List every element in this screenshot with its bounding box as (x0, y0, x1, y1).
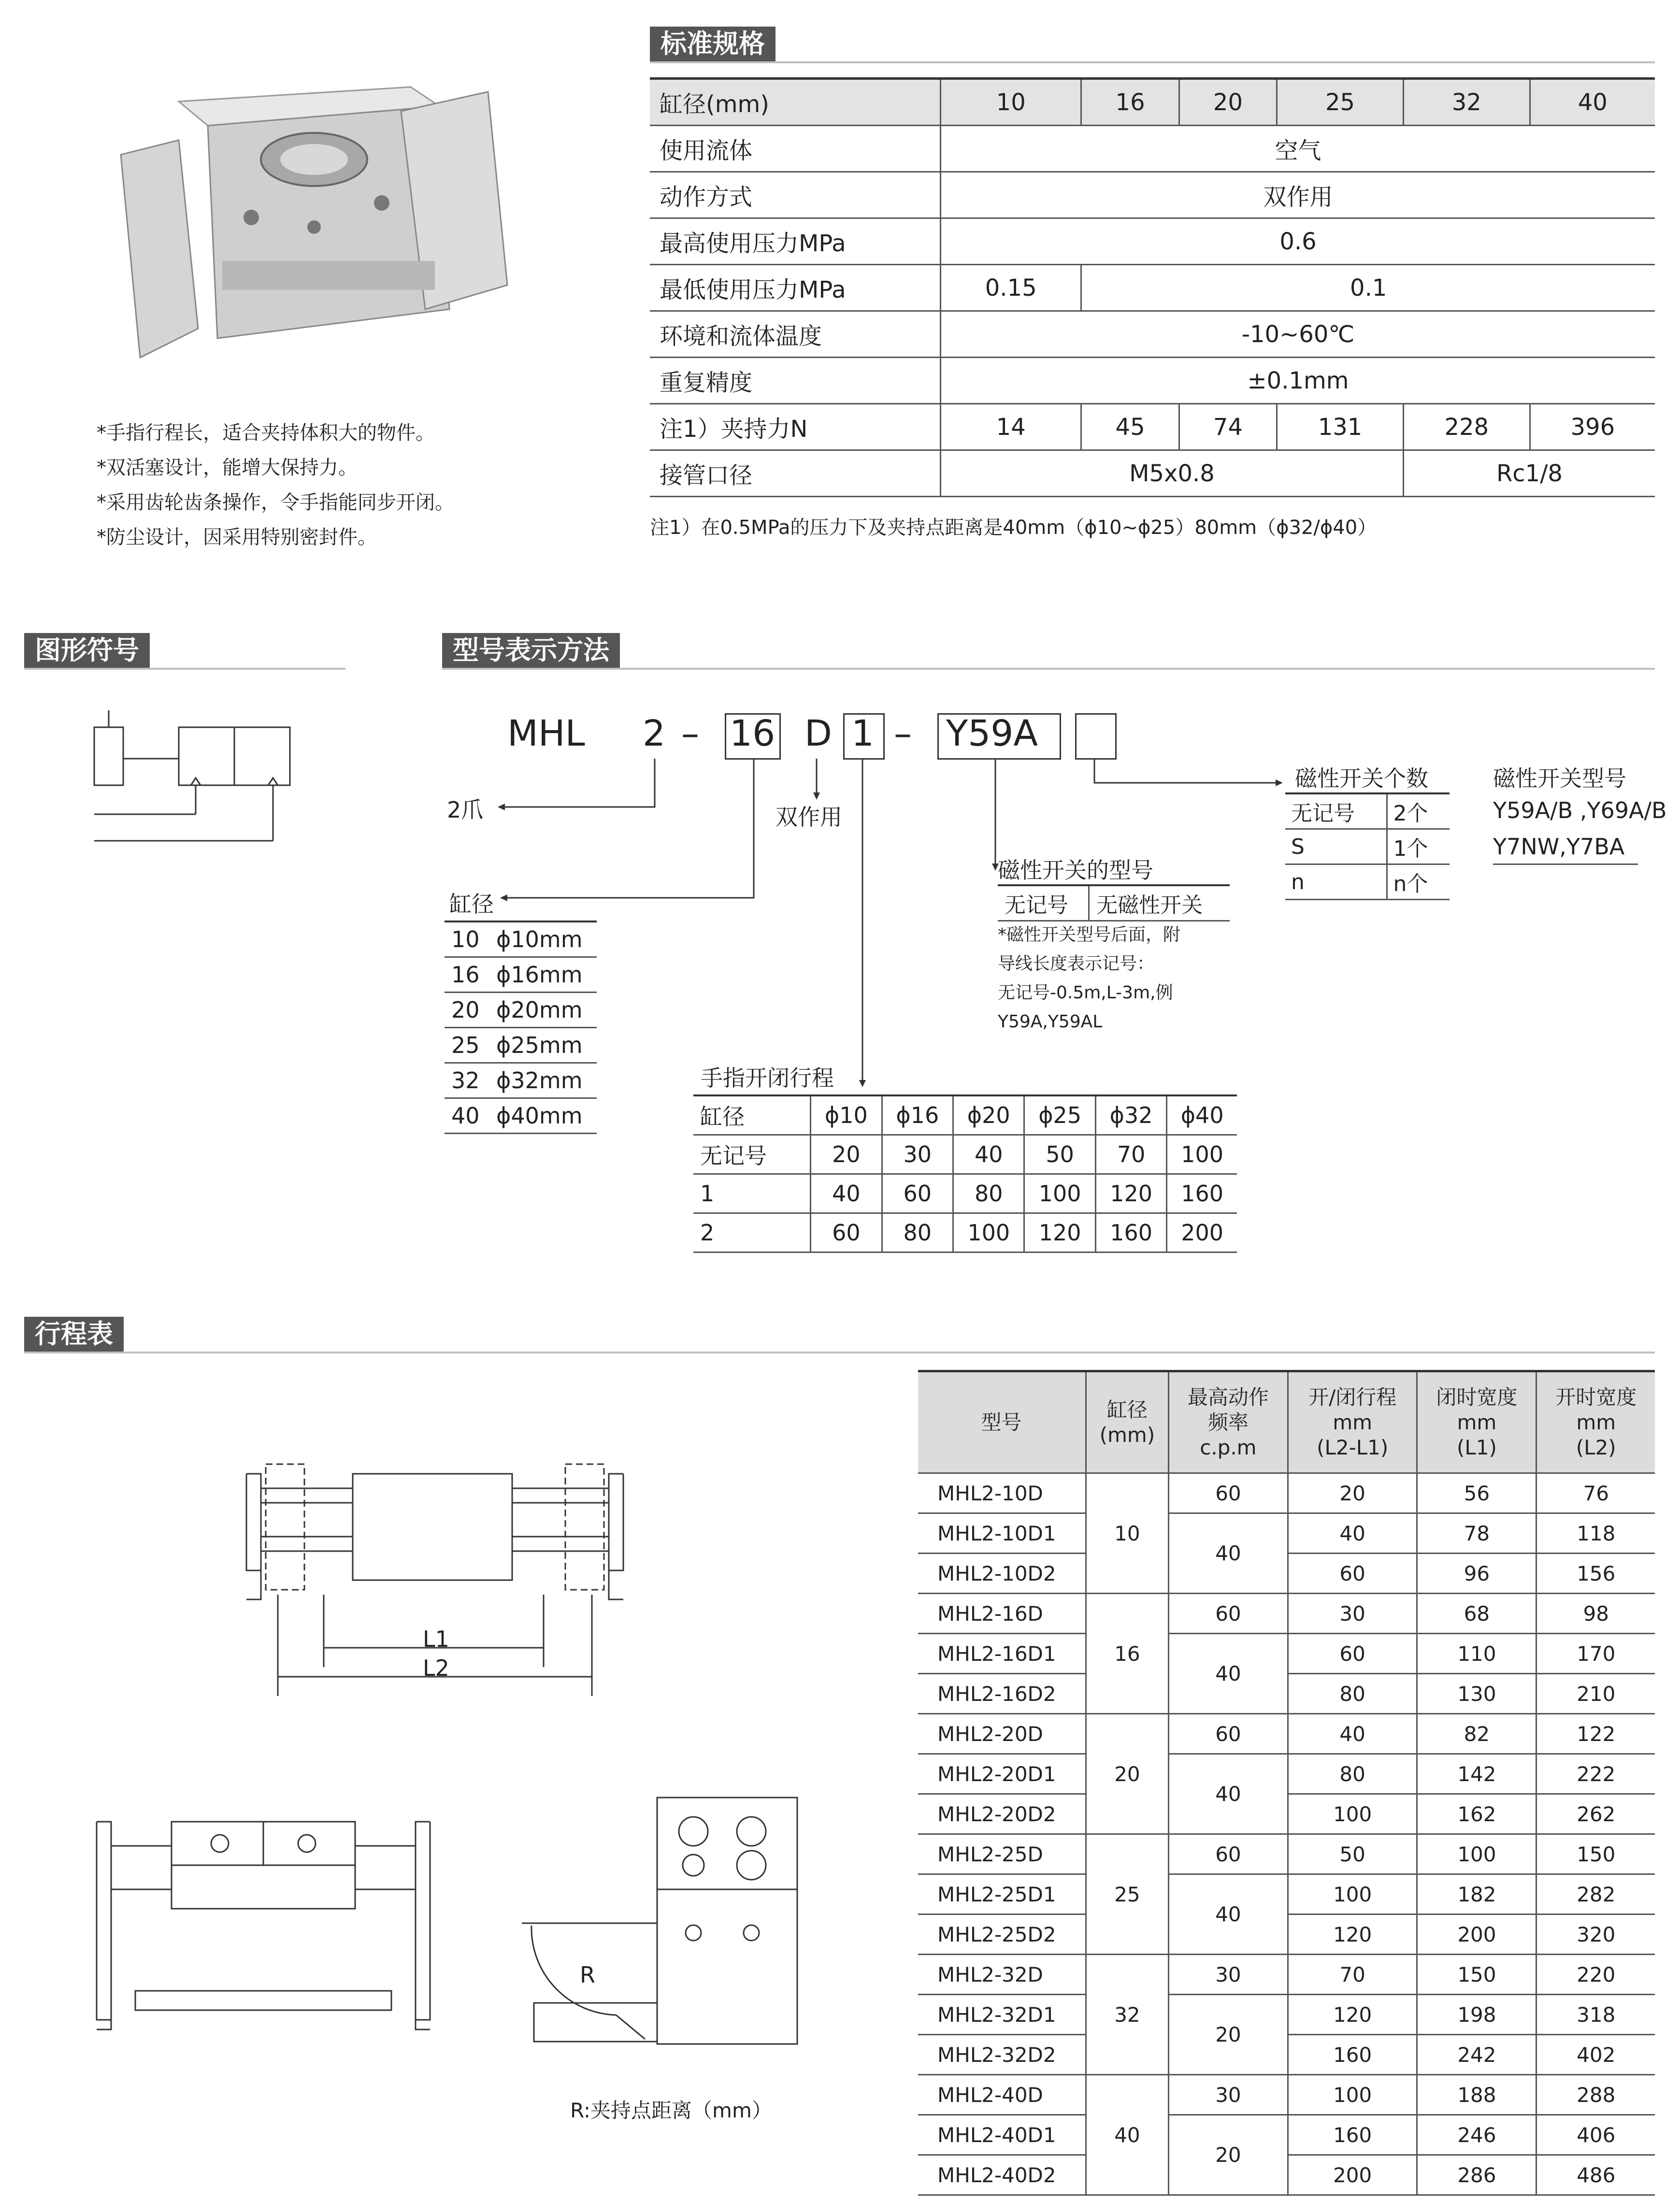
bore-table (445, 921, 597, 1134)
type-cell: 282 (1536, 1874, 1655, 1914)
type-cell: MHL2-16D (918, 1594, 1086, 1634)
type-cell: 406 (1536, 2115, 1655, 2155)
stroke-cell: 80 (953, 1174, 1024, 1213)
spec-value: Rc1/8 (1403, 450, 1655, 497)
stroke-cell: 60 (811, 1213, 882, 1252)
claw-label: 2爪 (447, 797, 484, 823)
type-cell: 10 (1086, 1473, 1169, 1594)
stroke-cell: 100 (1167, 1135, 1237, 1174)
stroke-header: ϕ20 (953, 1095, 1024, 1135)
section-symbol-title: 图形符号 (24, 633, 150, 668)
stroke-title: 手指开闭行程 (701, 1065, 834, 1091)
model-dash: – (681, 713, 699, 754)
spec-value: -10~60℃ (941, 311, 1655, 358)
model-claw: 2 (643, 713, 666, 754)
type-row (918, 1874, 1655, 1914)
type-cell: 100 (1288, 1794, 1417, 1834)
type-row (918, 1714, 1655, 1754)
type-row (918, 1634, 1655, 1674)
type-cell: MHL2-25D2 (918, 1914, 1086, 1955)
stroke-header: 缸径 (693, 1095, 811, 1135)
type-cell: MHL2-25D1 (918, 1874, 1086, 1914)
spec-label: 接管口径 (650, 450, 941, 497)
bore-code: 16 (445, 957, 489, 993)
bore-code: 40 (445, 1098, 489, 1134)
type-cell: 130 (1417, 1674, 1536, 1714)
switch-count-code: n (1285, 864, 1387, 900)
type-cell: 118 (1536, 1513, 1655, 1554)
type-cell: 20 (1168, 1995, 1288, 2075)
feature-item: *手指行程长，适合夹持体积大的物件。 (97, 422, 435, 444)
spec-bore: 25 (1277, 79, 1404, 126)
type-cell: 80 (1288, 1754, 1417, 1794)
stroke-code-table (693, 1094, 1237, 1253)
model-switch: Y59A (946, 713, 1038, 754)
type-cell: 80 (1288, 1674, 1417, 1714)
switch-type-line: Y59A/B ,Y69A/B (1493, 797, 1667, 823)
type-cell: 320 (1536, 1914, 1655, 1955)
spec-bore: 32 (1403, 79, 1530, 126)
switch-note-line: Y59A,Y59AL (998, 1012, 1103, 1032)
bore-size: ϕ10mm (489, 921, 597, 957)
stroke-cell: 200 (1167, 1213, 1237, 1252)
type-cell: 246 (1417, 2115, 1536, 2155)
stroke-cell: 100 (1024, 1174, 1095, 1213)
type-cell: 142 (1417, 1754, 1536, 1794)
switch-count-table (1285, 792, 1450, 900)
section-stroke (24, 1317, 1655, 1353)
type-cell: MHL2-10D1 (918, 1513, 1086, 1554)
type-cell: 60 (1288, 1634, 1417, 1674)
type-cell: 60 (1168, 1594, 1288, 1634)
grip-point-drawing (522, 1788, 812, 2058)
type-cell: MHL2-10D (918, 1473, 1086, 1513)
type-cell: 32 (1086, 1955, 1169, 2075)
action-label: 双作用 (775, 804, 842, 830)
type-cell: 150 (1417, 1955, 1536, 1995)
type-cell: 318 (1536, 1995, 1655, 2035)
switch-count-code: S (1285, 829, 1387, 864)
stroke-cell: 40 (953, 1135, 1024, 1174)
type-cell: 60 (1288, 1554, 1417, 1594)
stroke-cell: 70 (1095, 1135, 1166, 1174)
model-d: D (804, 713, 832, 754)
type-cell: 40 (1288, 1513, 1417, 1554)
type-cell: 78 (1417, 1513, 1536, 1554)
type-cell: 60 (1168, 1714, 1288, 1754)
spec-force: 74 (1179, 404, 1277, 450)
stroke-cell: 无记号 (693, 1135, 811, 1174)
bore-size: ϕ32mm (489, 1063, 597, 1098)
spec-value: 0.15 (941, 265, 1081, 311)
bore-size: ϕ40mm (489, 1098, 597, 1134)
type-cell: MHL2-25D (918, 1834, 1086, 1874)
spec-label: 动作方式 (650, 172, 941, 218)
spec-value: 空气 (941, 126, 1655, 172)
stroke-cell: 1 (693, 1174, 811, 1213)
type-cell: MHL2-10D2 (918, 1554, 1086, 1594)
type-cell: 96 (1417, 1554, 1536, 1594)
type-cell: 40 (1168, 1513, 1288, 1594)
type-cell: 210 (1536, 1674, 1655, 1714)
type-cell: 82 (1417, 1714, 1536, 1754)
type-row (918, 1594, 1655, 1634)
type-cell: 76 (1536, 1473, 1655, 1513)
switch-count-value: 1个 (1387, 829, 1450, 864)
type-row (918, 2115, 1655, 2155)
spec-value: 0.6 (941, 218, 1655, 265)
type-cell: 100 (1288, 1874, 1417, 1914)
stroke-cell: 30 (882, 1135, 953, 1174)
switch-model-value: 无磁性开关 (1089, 885, 1230, 921)
spec-force: 131 (1277, 404, 1404, 450)
model-stroke: 1 (851, 713, 875, 754)
type-cell: 110 (1417, 1634, 1536, 1674)
type-cell: MHL2-40D2 (918, 2155, 1086, 2195)
type-row (918, 1754, 1655, 1794)
type-cell: MHL2-40D (918, 2075, 1086, 2115)
type-cell: 98 (1536, 1594, 1655, 1634)
type-cell: 486 (1536, 2155, 1655, 2195)
type-cell: 162 (1417, 1794, 1536, 1834)
stroke-cell: 60 (882, 1174, 953, 1213)
stroke-cell: 20 (811, 1135, 882, 1174)
type-cell: 402 (1536, 2035, 1655, 2075)
stroke-cell: 2 (693, 1213, 811, 1252)
type-cell: 262 (1536, 1794, 1655, 1834)
type-cell: 40 (1168, 1634, 1288, 1714)
type-cell: MHL2-32D2 (918, 2035, 1086, 2075)
feature-item: *采用齿轮齿条操作，令手指能同步开闭。 (97, 491, 454, 514)
type-cell: 25 (1086, 1834, 1169, 1955)
type-cell: 40 (1288, 1714, 1417, 1754)
l2-label: L2 (423, 1655, 449, 1681)
type-cell: MHL2-16D2 (918, 1674, 1086, 1714)
switch-count-title: 磁性开关个数 (1295, 765, 1428, 792)
stroke-header: ϕ32 (1095, 1095, 1166, 1135)
bore-size: ϕ20mm (489, 993, 597, 1028)
type-row (918, 1513, 1655, 1554)
type-row (918, 1995, 1655, 2035)
switch-count-code: 无记号 (1285, 793, 1387, 829)
bore-code: 32 (445, 1063, 489, 1098)
spec-label: 重复精度 (650, 358, 941, 404)
type-cell: 100 (1288, 2075, 1417, 2115)
stroke-header: ϕ10 (811, 1095, 882, 1135)
spec-label: 最低使用压力MPa (650, 265, 941, 311)
type-cell: 40 (1168, 1874, 1288, 1955)
type-cell: MHL2-20D2 (918, 1794, 1086, 1834)
type-header: 最高动作 频率 c.p.m (1168, 1371, 1288, 1473)
type-cell: 60 (1168, 1473, 1288, 1513)
type-cell: 182 (1417, 1874, 1536, 1914)
type-cell: 198 (1417, 1995, 1536, 2035)
type-cell: 70 (1288, 1955, 1417, 1995)
l1-label: L1 (423, 1626, 449, 1652)
spec-force: 14 (941, 404, 1081, 450)
model-dash: – (894, 713, 912, 754)
type-row (918, 1834, 1655, 1874)
spec-label: 环境和流体温度 (650, 311, 941, 358)
spec-bore: 16 (1081, 79, 1179, 126)
spec-label: 最高使用压力MPa (650, 218, 941, 265)
stroke-header: ϕ40 (1167, 1095, 1237, 1135)
switch-model-title: 磁性开关的型号 (998, 857, 1153, 883)
type-cell: 200 (1417, 1914, 1536, 1955)
type-header: 闭时宽度 mm (L1) (1417, 1371, 1536, 1473)
spec-value: 0.1 (1081, 265, 1655, 311)
switch-type-line: Y7NW,Y7BA (1493, 834, 1638, 865)
type-cell: 20 (1086, 1714, 1169, 1834)
gripper-drawing-front (87, 1817, 464, 2044)
stroke-header: ϕ25 (1024, 1095, 1095, 1135)
bore-code: 10 (445, 921, 489, 957)
type-cell: MHL2-32D (918, 1955, 1086, 1995)
type-cell: 160 (1288, 2115, 1417, 2155)
model-mhl: MHL (507, 713, 585, 754)
stroke-cell: 120 (1095, 1174, 1166, 1213)
type-cell: 68 (1417, 1594, 1536, 1634)
bore-code: 25 (445, 1028, 489, 1063)
type-header: 缸径 (mm) (1086, 1371, 1169, 1473)
stroke-header: ϕ16 (882, 1095, 953, 1135)
stroke-cell: 50 (1024, 1135, 1095, 1174)
stroke-cell: 160 (1167, 1174, 1237, 1213)
feature-item: *双活塞设计，能增大保持力。 (97, 457, 358, 479)
section-model-title: 型号表示方法 (442, 633, 620, 668)
type-cell: 100 (1417, 1834, 1536, 1874)
type-cell: 120 (1288, 1995, 1417, 2035)
type-cell: 220 (1536, 1955, 1655, 1995)
type-row (918, 1955, 1655, 1995)
spec-note: 注1）在0.5MPa的压力下及夹持点距离是40mm（ϕ10~ϕ25）80mm（ϕ32/ϕ40） (650, 517, 1377, 539)
type-cell: MHL2-16D1 (918, 1634, 1086, 1674)
type-cell: 56 (1417, 1473, 1536, 1513)
type-row (918, 2075, 1655, 2115)
stroke-cell: 40 (811, 1174, 882, 1213)
spec-label: 使用流体 (650, 126, 941, 172)
type-cell: MHL2-20D1 (918, 1754, 1086, 1794)
type-cell: 50 (1288, 1834, 1417, 1874)
switch-model-table (998, 884, 1230, 921)
type-cell: 16 (1086, 1594, 1169, 1714)
model-bore: 16 (730, 713, 775, 754)
type-cell: 160 (1288, 2035, 1417, 2075)
bore-code: 20 (445, 993, 489, 1028)
type-cell: 40 (1086, 2075, 1169, 2195)
stroke-cell: 120 (1024, 1213, 1095, 1252)
spec-force: 228 (1403, 404, 1530, 450)
spec-value: ±0.1mm (941, 358, 1655, 404)
switch-count-value: 2个 (1387, 793, 1450, 829)
spec-value: M5x0.8 (941, 450, 1404, 497)
switch-count-value: n个 (1387, 864, 1450, 900)
type-header: 开/闭行程 mm (L2-L1) (1288, 1371, 1417, 1473)
type-cell: 242 (1417, 2035, 1536, 2075)
type-cell: MHL2-40D1 (918, 2115, 1086, 2155)
type-table (918, 1370, 1655, 2196)
stroke-cell: 100 (953, 1213, 1024, 1252)
type-header: 型号 (918, 1371, 1086, 1473)
bore-size: ϕ16mm (489, 957, 597, 993)
r-label: R (580, 1962, 595, 1988)
type-cell: 120 (1288, 1914, 1417, 1955)
switch-type-title: 磁性开关型号 (1493, 765, 1626, 792)
section-spec-title: 标准规格 (650, 27, 775, 61)
type-cell: 20 (1288, 1473, 1417, 1513)
stroke-cell: 80 (882, 1213, 953, 1252)
type-cell: 150 (1536, 1834, 1655, 1874)
spec-force: 45 (1081, 404, 1179, 450)
bore-size: ϕ25mm (489, 1028, 597, 1063)
spec-bore: 40 (1530, 79, 1655, 126)
stroke-cell: 160 (1095, 1213, 1166, 1252)
bore-title: 缸径 (449, 891, 494, 917)
switch-note-line: 导线长度表示记号： (998, 954, 1155, 974)
spec-bore: 20 (1179, 79, 1277, 126)
switch-note-line: 无记号-0.5m,L-3m,例 (998, 983, 1173, 1003)
spec-value: 双作用 (941, 172, 1655, 218)
type-cell: 288 (1536, 2075, 1655, 2115)
spec-force: 396 (1530, 404, 1655, 450)
type-cell: 122 (1536, 1714, 1655, 1754)
type-cell: 30 (1168, 2075, 1288, 2115)
type-cell: MHL2-20D (918, 1714, 1086, 1754)
type-cell: 60 (1168, 1834, 1288, 1874)
type-cell: 200 (1288, 2155, 1417, 2195)
type-cell: 20 (1168, 2115, 1288, 2195)
type-cell: 40 (1168, 1754, 1288, 1834)
r-caption: R:夹持点距离（mm） (570, 2099, 772, 2122)
switch-model-code: 无记号 (998, 885, 1089, 921)
type-cell: 30 (1288, 1594, 1417, 1634)
type-cell: 156 (1536, 1554, 1655, 1594)
type-cell: 170 (1536, 1634, 1655, 1674)
spec-label: 缸径(mm) (650, 79, 941, 126)
type-cell: MHL2-32D1 (918, 1995, 1086, 2035)
switch-note (998, 921, 1180, 1036)
type-cell: 30 (1168, 1955, 1288, 1995)
type-cell: 188 (1417, 2075, 1536, 2115)
type-cell: 222 (1536, 1754, 1655, 1794)
section-stroke-title: 行程表 (24, 1317, 124, 1352)
spec-label: 注1）夹持力N (650, 404, 941, 450)
feature-item: *防尘设计，因采用特别密封件。 (97, 526, 377, 548)
type-row (918, 1473, 1655, 1513)
spec-bore: 10 (941, 79, 1081, 126)
type-header: 开时宽度 mm (L2) (1536, 1371, 1655, 1473)
type-cell: 286 (1417, 2155, 1536, 2195)
switch-note-line: *磁性开关型号后面，附 (998, 925, 1181, 945)
